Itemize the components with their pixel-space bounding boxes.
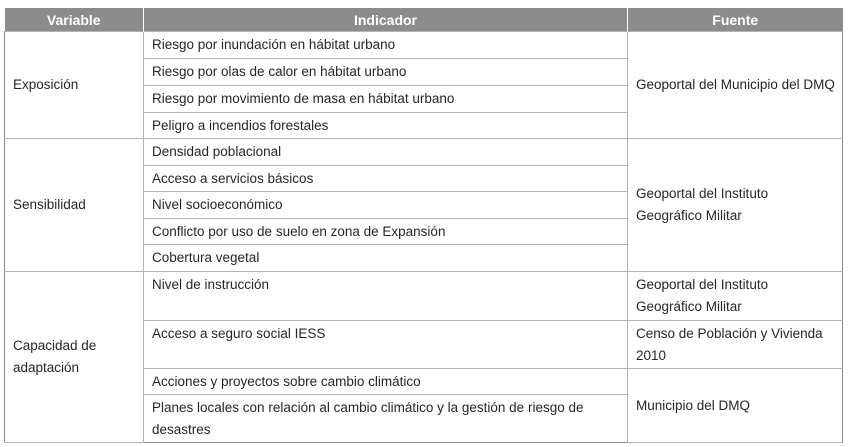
indicator-cell: Nivel de instrucción xyxy=(144,272,628,321)
indicator-cell: Acceso a seguro social IESS xyxy=(144,321,628,369)
indicator-cell: Cobertura vegetal xyxy=(144,245,628,272)
indicator-cell: Planes locales con relación al cambio climático y la gestión de riesgo de desastres xyxy=(144,395,628,443)
indicator-cell: Nivel socioeconómico xyxy=(144,192,628,219)
source-cell: Geoportal del Instituto Geográfico Militar xyxy=(628,272,843,321)
source-cell: Geoportal del Instituto Geográfico Militar xyxy=(628,139,843,272)
variable-cell: Capacidad de adaptación xyxy=(5,272,144,443)
indicator-cell: Densidad poblacional xyxy=(144,139,628,166)
header-variable: Variable xyxy=(5,8,144,32)
indicator-cell: Riesgo por inundación en hábitat urbano xyxy=(144,32,628,59)
indicator-cell: Riesgo por movimiento de masa en hábitat urbano xyxy=(144,86,628,113)
indicator-cell: Peligro a incendios forestales xyxy=(144,113,628,139)
header-row xyxy=(5,8,843,32)
indicator-cell: Acceso a servicios básicos xyxy=(144,166,628,192)
table-row xyxy=(5,139,843,166)
table-row xyxy=(5,32,843,59)
table-row xyxy=(5,272,843,321)
source-cell: Censo de Población y Vivienda 2010 xyxy=(628,321,843,369)
source-cell: Geoportal del Municipio del DMQ xyxy=(628,32,843,139)
header-fuente: Fuente xyxy=(628,8,843,32)
indicator-cell: Acciones y proyectos sobre cambio climático xyxy=(144,369,628,395)
variable-cell: Sensibilidad xyxy=(5,139,144,272)
indicators-table xyxy=(4,8,843,443)
source-cell: Municipio del DMQ xyxy=(628,369,843,443)
indicator-cell: Riesgo por olas de calor en hábitat urbano xyxy=(144,59,628,86)
variable-cell: Exposición xyxy=(5,32,144,139)
header-indicador: Indicador xyxy=(144,8,628,32)
indicator-cell: Conflicto por uso de suelo en zona de Expansión xyxy=(144,219,628,245)
